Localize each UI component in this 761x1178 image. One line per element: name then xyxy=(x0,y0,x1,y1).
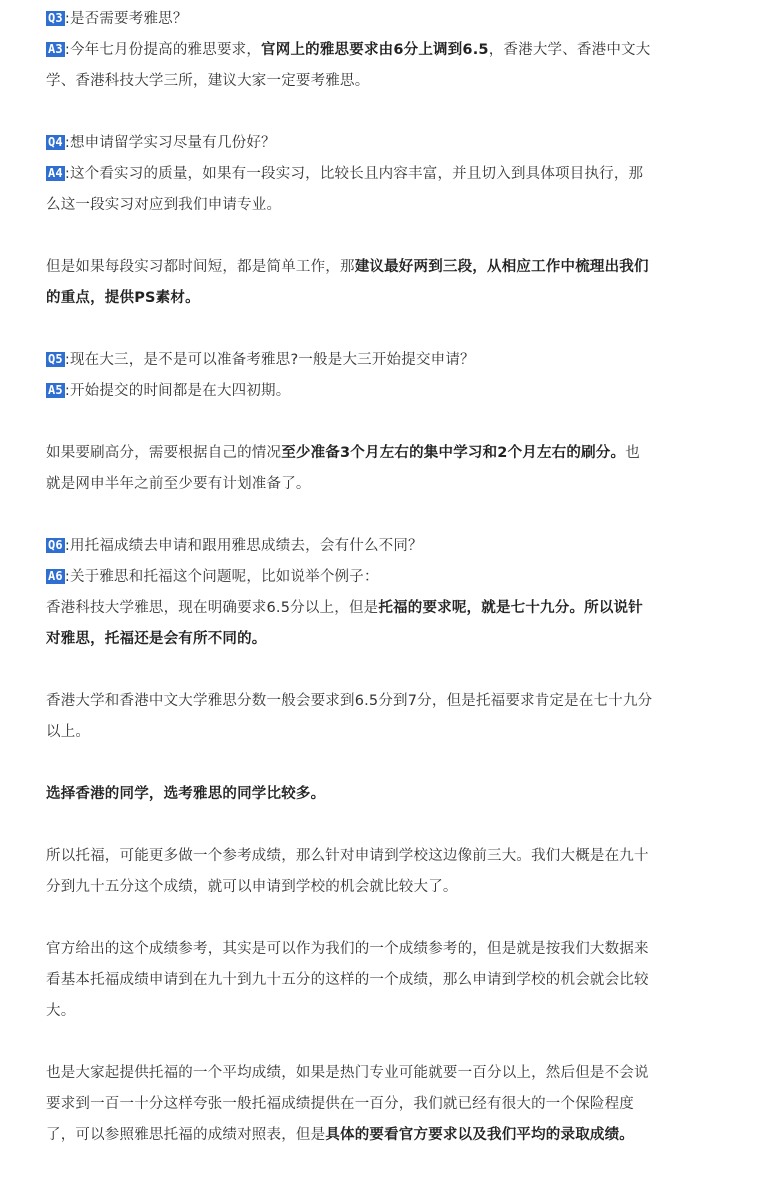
paragraph-hk-choice: 选择香港的同学，选考雅思的同学比较多。 xyxy=(46,786,326,802)
q3-tag: Q3 xyxy=(48,11,63,25)
p-short-pre: 但是如果每段实习都时间短，都是简单工作，那 xyxy=(46,259,355,275)
p-score-post: 也 xyxy=(625,445,640,461)
answer-5 xyxy=(46,376,741,407)
q6-text: :用托福成绩去申请和跟用雅思成绩去，会有什么不同？ xyxy=(64,538,423,554)
a5-text: :开始提交的时间都是在大四初期。 xyxy=(64,383,291,399)
q4-tag: Q4 xyxy=(48,135,63,149)
question-4 xyxy=(46,128,741,159)
a5-tag: A5 xyxy=(48,383,63,397)
q6-tag: Q6 xyxy=(48,538,63,552)
question-5 xyxy=(46,345,741,376)
answer-4-cont: 么这一段实习对应到我们申请专业。 xyxy=(46,197,282,213)
answer-3 xyxy=(46,35,741,66)
q4-text: :想申请留学实习尽量有几份好？ xyxy=(64,135,276,151)
a4-line1: :这个看实习的质量，如果有一段实习，比较长且内容丰富，并且切入到具体项目执行，那 xyxy=(64,166,644,182)
p-short-bold: 建议最好两到三段，从相应工作中梳理出我们 xyxy=(354,259,649,275)
question-6 xyxy=(46,531,741,562)
paragraph-toefl-reference-cont: 分到九十五分这个成绩，就可以申请到学校的机会就比较大了。 xyxy=(46,879,458,895)
answer-6-hkust xyxy=(46,593,741,624)
a6-line1-bold: 托福的要求呢，就是七十九分。所以说针 xyxy=(378,600,643,616)
paragraph-official: 官方给出的这个成绩参考，其实是可以作为我们的一个成绩参考的，但是就是按我们大数据来 xyxy=(46,941,649,957)
paragraph-official-cont-1: 看基本托福成绩申请到在九十到九十五分的这样的一个成绩，那么申请到学校的机会就会比较 xyxy=(46,972,649,988)
answer-3-cont: 学、香港科技大学三所，建议大家一定要考雅思。 xyxy=(46,73,370,89)
a3-line1-pre: :今年七月份提高的雅思要求， xyxy=(64,42,262,58)
answer-6 xyxy=(46,562,741,593)
paragraph-short-internship xyxy=(46,252,741,283)
p-score-pre: 如果要刷高分，需要根据自己的情况 xyxy=(46,445,282,461)
question-3 xyxy=(46,4,741,35)
paragraph-average-cont-1: 要求到一百一十分这样夸张一般托福成绩提供在一百分，我们就已经有很大的一个保险程度 xyxy=(46,1096,634,1112)
a6-line1-pre: 香港科技大学雅思，现在明确要求6.5分以上，但是 xyxy=(46,600,379,616)
q5-text: :现在大三，是不是可以准备考雅思?一般是大三开始提交申请？ xyxy=(64,352,475,368)
paragraph-toefl-reference: 所以托福，可能更多做一个参考成绩，那么针对申请到学校这边像前三大。我们大概是在九十 xyxy=(46,848,649,864)
a4-tag: A4 xyxy=(48,166,63,180)
paragraph-hku-cont: 以上。 xyxy=(46,724,91,740)
paragraph-official-cont-2: 大。 xyxy=(46,1003,76,1019)
paragraph-hku: 香港大学和香港中文大学雅思分数一般会要求到6.5分到7分，但是托福要求肯定是在七十九分 xyxy=(46,693,653,709)
answer-4 xyxy=(46,159,741,190)
paragraph-score xyxy=(46,438,741,469)
q3-text: :是否需要考雅思？ xyxy=(64,11,188,27)
paragraph-average: 也是大家起提供托福的一个平均成绩，如果是热门专业可能就要一百分以上，然后但是不会说 xyxy=(46,1065,649,1081)
a3-line1-post: ，香港大学、香港中文大 xyxy=(488,42,651,58)
paragraph-short-internship-cont: 的重点，提供PS素材。 xyxy=(46,290,200,306)
q5-tag: Q5 xyxy=(48,352,63,366)
a6-tag: A6 xyxy=(48,569,63,583)
answer-6-hkust-cont: 对雅思，托福还是会有所不同的。 xyxy=(46,631,267,647)
paragraph-average-cont-2 xyxy=(46,1120,741,1151)
p-average-bold: 具体的要看官方要求以及我们平均的录取成绩。 xyxy=(325,1127,635,1143)
a3-tag: A3 xyxy=(48,42,63,56)
p-score-bold: 至少准备3个月左右的集中学习和2个月左右的刷分。 xyxy=(281,445,626,461)
a6-intro: :关于雅思和托福这个问题呢，比如说举个例子： xyxy=(64,569,379,585)
a3-line1-bold: 官网上的雅思要求由6分上调到6.5 xyxy=(261,42,489,58)
paragraph-score-cont: 就是网申半年之前至少要有计划准备了。 xyxy=(46,476,311,492)
p-average-pre: 了，可以参照雅思托福的成绩对照表，但是 xyxy=(46,1127,326,1143)
